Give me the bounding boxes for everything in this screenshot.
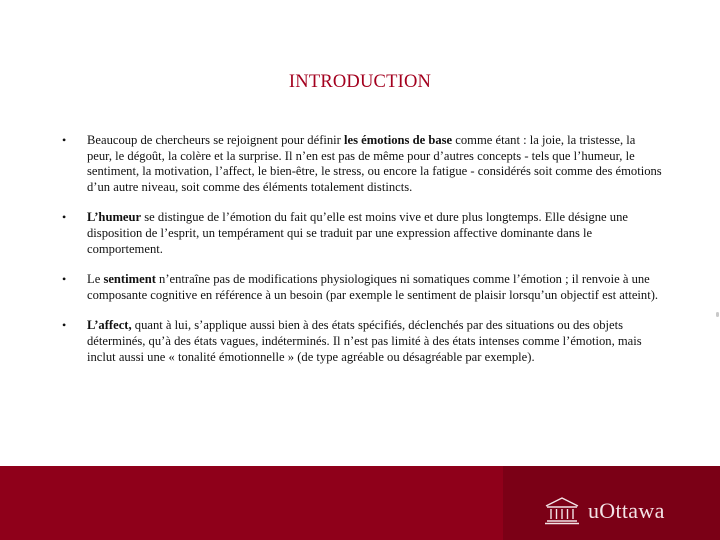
bullet-item-emotions-de-base xyxy=(62,133,662,195)
university-building-icon xyxy=(543,495,581,525)
bullet-text-pre: Le xyxy=(87,272,104,287)
bullet-text-post: n’entraîne pas de modifications physiologiques ni somatiques comme l’émotion ; il renvoie à une composante cognitive en référence à un besoin (par exemple le sentiment de plaisir lorsqu’un objectif est atteint). xyxy=(87,272,659,302)
edge-marker xyxy=(716,312,719,317)
bullet-text-bold: sentiment xyxy=(103,272,156,287)
bullet-text-bold: L’humeur xyxy=(87,210,142,225)
uottawa-logo-text: uOttawa xyxy=(588,498,665,523)
bullet-item-humeur xyxy=(62,210,662,257)
bullet-item-sentiment xyxy=(62,272,662,303)
bullet-dot-icon: • xyxy=(62,133,67,147)
bullet-dot-icon: • xyxy=(62,210,67,225)
bullet-text-post: quant à lui, s’applique aussi bien à des états spécifiés, déclenchés par des situations ou des objets déterminés, qu’à des états vagues, indéterminés. Il n’est pas limité à des états intenses comme l’émotion, mais inclut aussi une « tonalité émotionnelle » (de type agréable ou désagréable par exemple). xyxy=(87,318,642,364)
bullet-text-post: se distingue de l’émotion du fait qu’elle est moins vive et dure plus longtemps. Elle désigne une disposition de l’esprit, un tempérament qui se traduit par une expression affective dominante dans le comportement. xyxy=(87,210,628,256)
bullet-dot-icon: • xyxy=(62,318,67,333)
bullet-list xyxy=(62,133,662,380)
bullet-text-bold: les émotions de base xyxy=(344,133,453,147)
slide-title: INTRODUCTION xyxy=(288,72,432,92)
bullet-text-bold: L’affect, xyxy=(87,318,132,333)
bullet-dot-icon: • xyxy=(62,272,67,287)
bullet-text-pre: Beaucoup de chercheurs se rejoignent pour définir xyxy=(87,133,345,147)
bullet-item-affect xyxy=(62,318,662,365)
bullet-text-post: comme étant : la joie, la tristesse, la peur, le dégoût, la colère et la surprise. Il n’en est pas de même pour d’autres concepts - tels que l’humeur, le sentiment, la motivation, l’affect, le bien-être, le stress, ou encore la fatigue - considérés soit comme des émotions d’un autre niveau, soit comme des éléments totalement distincts. xyxy=(87,133,662,194)
